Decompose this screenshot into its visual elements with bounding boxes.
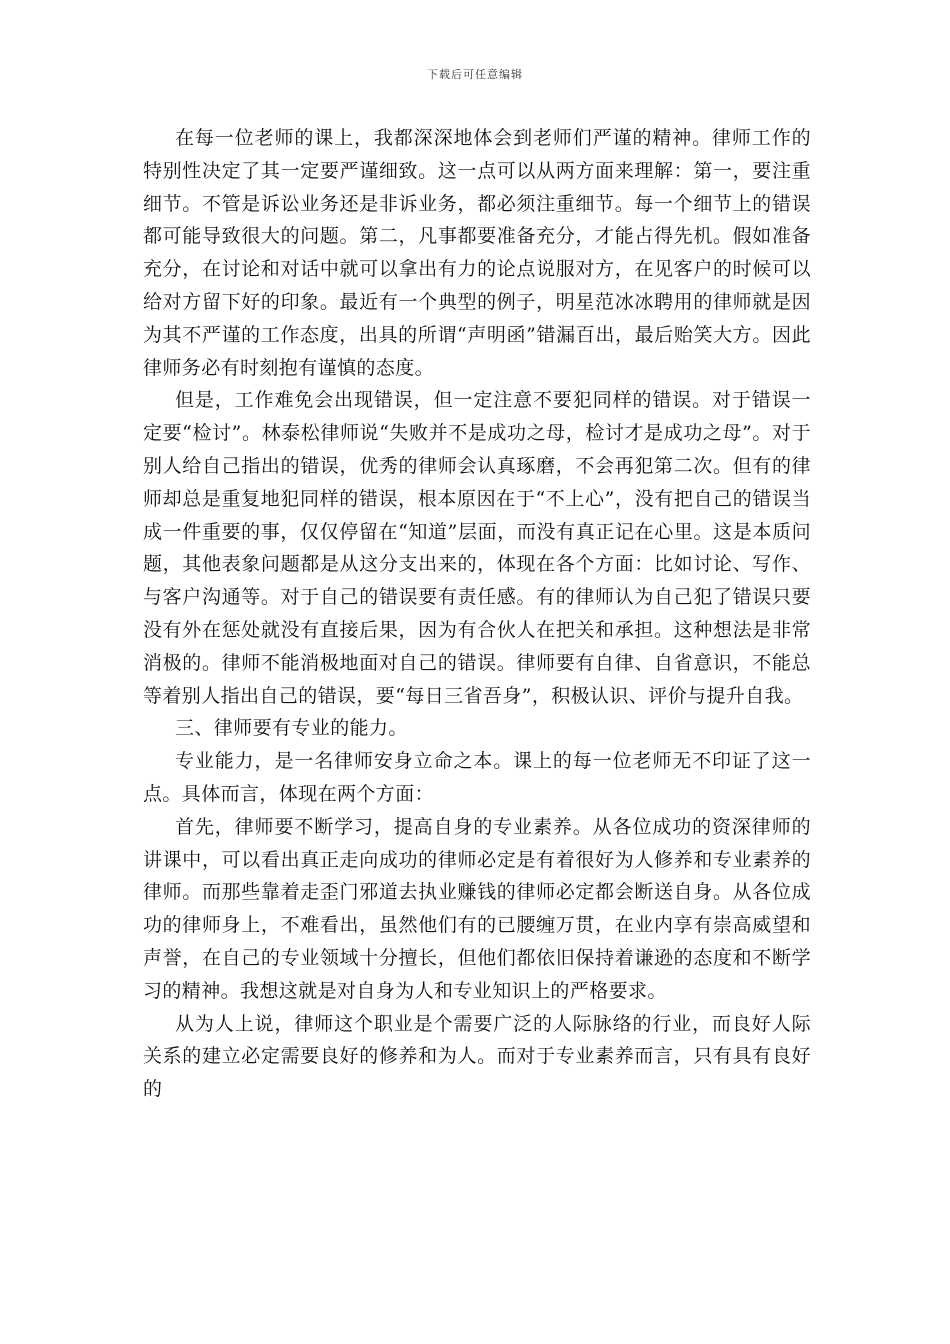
paragraph-personal-cultivation: 从为人上说，律师这个职业是个需要广泛的人际脉络的行业，而良好人际关系的建立必定需要良好的修养和为人。而对于专业素养而言，只有具有良好的 bbox=[143, 1012, 811, 1101]
paragraph-rigor: 在每一位老师的课上，我都深深地体会到老师们严谨的精神。律师工作的特别性决定了其一定要严谨细致。这一点可以从两方面来理解：第一，要注重细节。不管是诉讼业务还是非诉业务，都必须注重细节。每一个细节上的错误都可能导致很大的问题。第二，凡事都要准备充分，才能占得先机。假如准备充分，在讨论和对话中就可以拿出有力的论点说服对方，在见客户的时候可以给对方留下好的印象。最近有一个典型的例子，明星范冰冰聘用的律师就是因为其不严谨的工作态度，出具的所谓“声明函”错漏百出，最后贻笑大方。因此律师务必有时刻抱有谨慎的态度。 bbox=[143, 127, 811, 379]
section-heading-professional-ability: 三、律师要有专业的能力。 bbox=[175, 717, 408, 740]
paragraph-mistakes: 但是，工作难免会出现错误，但一定注意不要犯同样的错误。对于错误一定要“检讨”。林泰松律师说“失败并不是成功之母，检讨才是成功之母”。对于别人给自己指出的错误，优秀的律师会认真琢磨，不会再犯第二次。但有的律师却总是重复地犯同样的错误，根本原因在于“不上心”，没有把自己的错误当成一件重要的事，仅仅停留在“知道”层面，而没有真正记在心里。这是本质问题，其他表象问题都是从这分支出来的，体现在各个方面：比如讨论、写作、与客户沟通等。对于自己的错误要有责任感。有的律师认为自己犯了错误只要没有外在惩处就没有直接后果，因为有合伙人在把关和承担。这种想法是非常消极的。律师不能消极地面对自己的错误。律师要有自律、自省意识，不能总等着别人指出自己的错误，要“每日三省吾身”，积极认识、评价与提升自我。 bbox=[143, 389, 811, 707]
paragraph-professional-ability: 专业能力，是一名律师安身立命之本。课上的每一位老师无不印证了这一点。具体而言，体现在两个方面： bbox=[143, 750, 811, 805]
paragraph-continuous-learning: 首先，律师要不断学习，提高自身的专业素养。从各位成功的资深律师的讲课中，可以看出真正走向成功的律师必定是有着很好为人修养和专业素养的律师。而那些靠着走歪门邪道去执业赚钱的律师必定都会断送自身。从各位成功的律师身上，不难看出，虽然他们有的已腰缠万贯，在业内享有崇高威望和声誉，在自己的专业领域十分擅长，但他们都依旧保持着谦逊的态度和不断学习的精神。我想这就是对自身为人和专业知识上的严格要求。 bbox=[143, 815, 811, 1002]
page-header: 下载后可任意编辑 bbox=[427, 68, 523, 81]
document-body bbox=[143, 122, 811, 1106]
